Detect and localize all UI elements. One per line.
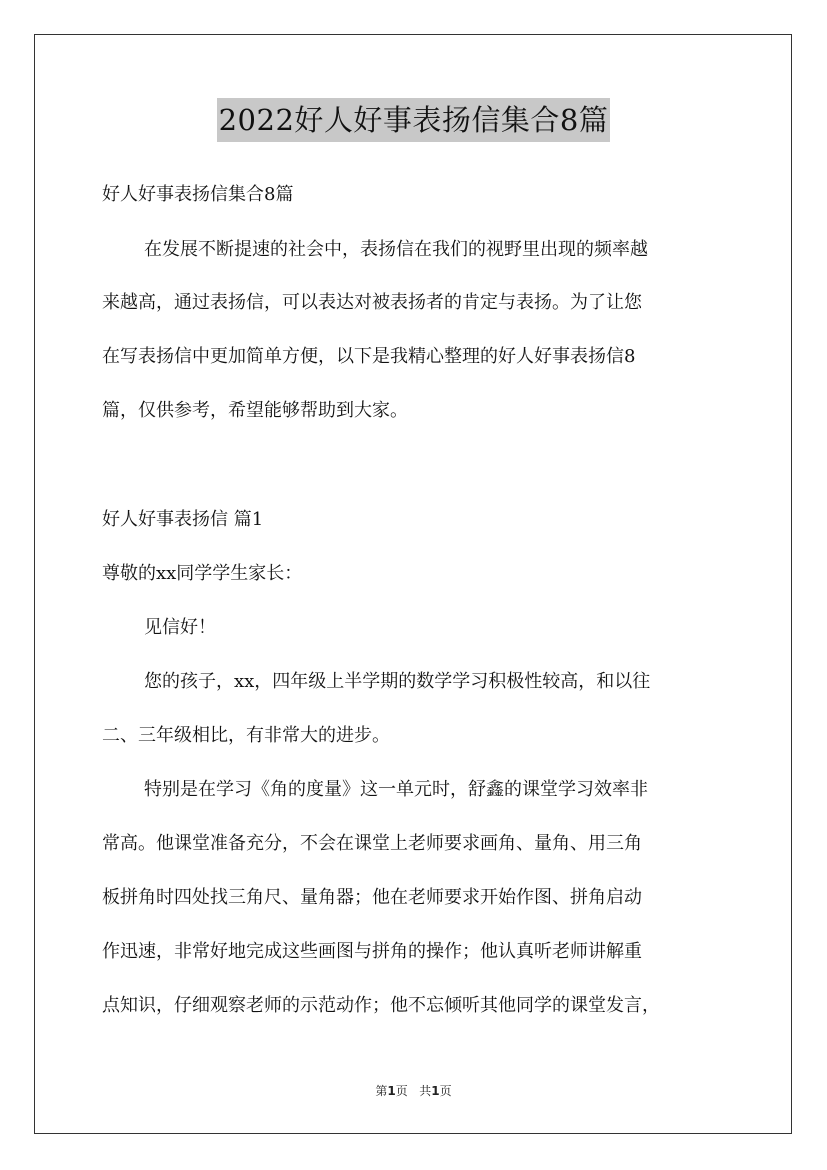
intro-line-4: 篇，仅供参考，希望能够帮助到大家。 — [102, 400, 408, 421]
para2-line-5: 点知识，仔细观察老师的示范动作；他不忘倾听其他同学的课堂发言， — [102, 995, 660, 1016]
document-subtitle: 好人好事表扬信集合8篇 — [102, 184, 294, 205]
salutation: 尊敬的xx同学学生家长： — [102, 563, 303, 584]
footer-page-mid: 页 共 — [395, 1084, 432, 1098]
para2-line-1: 特别是在学习《角的度量》这一单元时，舒鑫的课堂学习效率非 — [144, 779, 648, 800]
footer-page-prefix: 第 — [375, 1084, 388, 1098]
document-title-text: 2022好人好事表扬信集合8篇 — [217, 98, 611, 142]
para2-line-4: 作迅速，非常好地完成这些画图与拼角的操作；他认真听老师讲解重 — [102, 941, 642, 962]
greeting: 见信好！ — [144, 617, 216, 638]
footer-page-suffix: 页 — [439, 1084, 452, 1098]
para1-line-1: 您的孩子，xx，四年级上半学期的数学学习积极性较高，和以往 — [144, 671, 651, 692]
page-footer — [0, 1082, 827, 1099]
document-title — [0, 98, 827, 142]
footer-page-number: 1 — [387, 1084, 396, 1098]
para2-line-2: 常高。他课堂准备充分，不会在课堂上老师要求画角、量角、用三角 — [102, 833, 642, 854]
footer-total-pages: 1 — [431, 1084, 440, 1098]
intro-line-2: 来越高，通过表扬信，可以表达对被表扬者的肯定与表扬。为了让您 — [102, 292, 642, 313]
para2-line-3: 板拼角时四处找三角尺、量角器；他在老师要求开始作图、拼角启动 — [102, 887, 642, 908]
para1-line-2: 二、三年级相比，有非常大的进步。 — [102, 725, 390, 746]
section-heading: 好人好事表扬信 篇1 — [102, 509, 264, 530]
intro-line-1: 在发展不断提速的社会中，表扬信在我们的视野里出现的频率越 — [144, 239, 648, 260]
intro-line-3: 在写表扬信中更加简单方便，以下是我精心整理的好人好事表扬信8 — [102, 346, 636, 367]
